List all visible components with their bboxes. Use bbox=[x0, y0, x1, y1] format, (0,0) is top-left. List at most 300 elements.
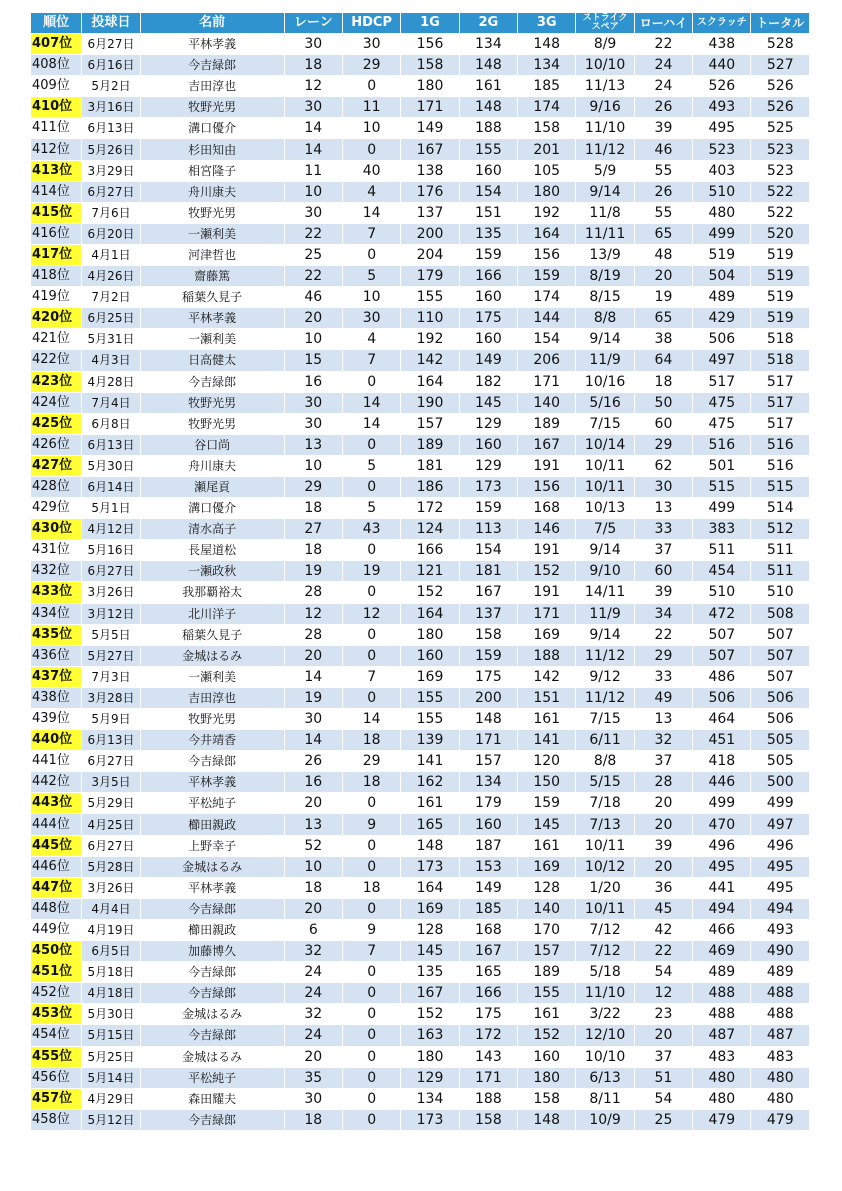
game1-cell: 156 bbox=[401, 34, 459, 55]
name-cell: 一瀬利美 bbox=[140, 329, 284, 350]
scratch-cell: 486 bbox=[693, 666, 751, 687]
rank-cell: 412位 bbox=[31, 139, 82, 160]
hdcp-cell: 0 bbox=[342, 1025, 400, 1046]
game3-cell: 180 bbox=[518, 1067, 576, 1088]
date-cell: 6月5日 bbox=[82, 941, 140, 962]
hdcp-cell: 30 bbox=[342, 308, 400, 329]
col-spare-label: スペア bbox=[591, 22, 619, 32]
scratch-cell: 495 bbox=[693, 118, 751, 139]
hdcp-cell: 5 bbox=[342, 455, 400, 476]
name-cell: 吉田淳也 bbox=[140, 687, 284, 708]
game2-cell: 200 bbox=[459, 687, 517, 708]
game2-cell: 153 bbox=[459, 856, 517, 877]
date-cell: 4月3日 bbox=[82, 350, 140, 371]
table-row bbox=[31, 223, 810, 244]
rank-cell: 430位 bbox=[31, 519, 82, 540]
lane-cell: 10 bbox=[284, 856, 342, 877]
game1-cell: 134 bbox=[401, 1088, 459, 1109]
date-cell: 5月16日 bbox=[82, 540, 140, 561]
name-cell: 日高健太 bbox=[140, 350, 284, 371]
game1-cell: 139 bbox=[401, 730, 459, 751]
name-cell: 今吉緑郎 bbox=[140, 55, 284, 76]
game1-cell: 189 bbox=[401, 434, 459, 455]
name-cell: 長屋道松 bbox=[140, 540, 284, 561]
date-cell: 3月12日 bbox=[82, 603, 140, 624]
lane-cell: 16 bbox=[284, 772, 342, 793]
table-row bbox=[31, 455, 810, 476]
total-cell: 519 bbox=[751, 287, 810, 308]
name-cell: 金城はるみ bbox=[140, 856, 284, 877]
total-cell: 515 bbox=[751, 476, 810, 497]
col-lowhigh: ローハイ bbox=[634, 13, 692, 34]
date-cell: 4月25日 bbox=[82, 814, 140, 835]
name-cell: 齋藤篤 bbox=[140, 266, 284, 287]
date-cell: 5月30日 bbox=[82, 1004, 140, 1025]
date-cell: 4月26日 bbox=[82, 266, 140, 287]
total-cell: 519 bbox=[751, 244, 810, 265]
lane-cell: 18 bbox=[284, 877, 342, 898]
col-1g: 1G bbox=[401, 13, 459, 34]
lowhigh-cell: 29 bbox=[634, 434, 692, 455]
game1-cell: 164 bbox=[401, 603, 459, 624]
lowhigh-cell: 60 bbox=[634, 561, 692, 582]
table-row bbox=[31, 645, 810, 666]
rank-cell: 425位 bbox=[31, 413, 82, 434]
game2-cell: 188 bbox=[459, 1088, 517, 1109]
date-cell: 6月8日 bbox=[82, 413, 140, 434]
lane-cell: 20 bbox=[284, 793, 342, 814]
rank-cell: 452位 bbox=[31, 983, 82, 1004]
hdcp-cell: 0 bbox=[342, 540, 400, 561]
lane-cell: 52 bbox=[284, 835, 342, 856]
rank-cell: 410位 bbox=[31, 97, 82, 118]
name-cell: 一瀬利美 bbox=[140, 223, 284, 244]
lowhigh-cell: 25 bbox=[634, 1109, 692, 1130]
game3-cell: 146 bbox=[518, 519, 576, 540]
strike-spare-cell: 10/11 bbox=[576, 835, 634, 856]
table-row bbox=[31, 181, 810, 202]
lane-cell: 16 bbox=[284, 371, 342, 392]
rank-cell: 417位 bbox=[31, 244, 82, 265]
hdcp-cell: 0 bbox=[342, 835, 400, 856]
scratch-cell: 510 bbox=[693, 582, 751, 603]
lowhigh-cell: 45 bbox=[634, 898, 692, 919]
lane-cell: 32 bbox=[284, 1004, 342, 1025]
lane-cell: 30 bbox=[284, 34, 342, 55]
table-row bbox=[31, 287, 810, 308]
table-row bbox=[31, 709, 810, 730]
table-row bbox=[31, 139, 810, 160]
lowhigh-cell: 37 bbox=[634, 751, 692, 772]
date-cell: 6月27日 bbox=[82, 561, 140, 582]
rank-cell: 427位 bbox=[31, 455, 82, 476]
game1-cell: 161 bbox=[401, 793, 459, 814]
game1-cell: 135 bbox=[401, 962, 459, 983]
name-cell: 今吉緑郎 bbox=[140, 1109, 284, 1130]
game1-cell: 181 bbox=[401, 455, 459, 476]
total-cell: 483 bbox=[751, 1046, 810, 1067]
lowhigh-cell: 20 bbox=[634, 1025, 692, 1046]
game1-cell: 138 bbox=[401, 160, 459, 181]
table-row bbox=[31, 687, 810, 708]
strike-spare-cell: 11/12 bbox=[576, 139, 634, 160]
strike-spare-cell: 8/11 bbox=[576, 1088, 634, 1109]
lane-cell: 30 bbox=[284, 1088, 342, 1109]
name-cell: 牧野光男 bbox=[140, 413, 284, 434]
table-row bbox=[31, 371, 810, 392]
lowhigh-cell: 65 bbox=[634, 308, 692, 329]
hdcp-cell: 0 bbox=[342, 856, 400, 877]
total-cell: 517 bbox=[751, 413, 810, 434]
date-cell: 6月27日 bbox=[82, 181, 140, 202]
strike-spare-cell: 10/10 bbox=[576, 55, 634, 76]
game3-cell: 105 bbox=[518, 160, 576, 181]
rank-cell: 426位 bbox=[31, 434, 82, 455]
date-cell: 7月6日 bbox=[82, 202, 140, 223]
game2-cell: 151 bbox=[459, 202, 517, 223]
scratch-cell: 517 bbox=[693, 371, 751, 392]
game1-cell: 121 bbox=[401, 561, 459, 582]
strike-spare-cell: 11/8 bbox=[576, 202, 634, 223]
hdcp-cell: 14 bbox=[342, 202, 400, 223]
name-cell: 牧野光男 bbox=[140, 97, 284, 118]
strike-spare-cell: 8/9 bbox=[576, 34, 634, 55]
hdcp-cell: 0 bbox=[342, 898, 400, 919]
scratch-cell: 418 bbox=[693, 751, 751, 772]
table-row bbox=[31, 877, 810, 898]
strike-spare-cell: 9/12 bbox=[576, 666, 634, 687]
game3-cell: 148 bbox=[518, 1109, 576, 1130]
lane-cell: 6 bbox=[284, 919, 342, 940]
scratch-cell: 480 bbox=[693, 1067, 751, 1088]
game2-cell: 148 bbox=[459, 709, 517, 730]
strike-spare-cell: 5/16 bbox=[576, 392, 634, 413]
game2-cell: 188 bbox=[459, 118, 517, 139]
game2-cell: 175 bbox=[459, 666, 517, 687]
game3-cell: 206 bbox=[518, 350, 576, 371]
table-row bbox=[31, 730, 810, 751]
strike-spare-cell: 9/14 bbox=[576, 329, 634, 350]
game3-cell: 201 bbox=[518, 139, 576, 160]
scratch-cell: 506 bbox=[693, 329, 751, 350]
date-cell: 6月13日 bbox=[82, 434, 140, 455]
game3-cell: 151 bbox=[518, 687, 576, 708]
game2-cell: 160 bbox=[459, 329, 517, 350]
lowhigh-cell: 13 bbox=[634, 709, 692, 730]
strike-spare-cell: 11/10 bbox=[576, 118, 634, 139]
date-cell: 4月19日 bbox=[82, 919, 140, 940]
game2-cell: 161 bbox=[459, 76, 517, 97]
scratch-cell: 475 bbox=[693, 413, 751, 434]
total-cell: 514 bbox=[751, 498, 810, 519]
game3-cell: 140 bbox=[518, 898, 576, 919]
game1-cell: 145 bbox=[401, 941, 459, 962]
total-cell: 488 bbox=[751, 983, 810, 1004]
game1-cell: 142 bbox=[401, 350, 459, 371]
total-cell: 496 bbox=[751, 835, 810, 856]
name-cell: 瀬尾貢 bbox=[140, 476, 284, 497]
strike-spare-cell: 10/9 bbox=[576, 1109, 634, 1130]
game1-cell: 179 bbox=[401, 266, 459, 287]
game2-cell: 134 bbox=[459, 34, 517, 55]
table-row bbox=[31, 476, 810, 497]
date-cell: 6月27日 bbox=[82, 34, 140, 55]
lowhigh-cell: 30 bbox=[634, 476, 692, 497]
game3-cell: 189 bbox=[518, 962, 576, 983]
date-cell: 5月5日 bbox=[82, 624, 140, 645]
strike-spare-cell: 7/5 bbox=[576, 519, 634, 540]
name-cell: 清水高子 bbox=[140, 519, 284, 540]
game2-cell: 158 bbox=[459, 1109, 517, 1130]
total-cell: 510 bbox=[751, 582, 810, 603]
table-row bbox=[31, 941, 810, 962]
strike-spare-cell: 8/19 bbox=[576, 266, 634, 287]
total-cell: 489 bbox=[751, 962, 810, 983]
table-row bbox=[31, 118, 810, 139]
game1-cell: 157 bbox=[401, 413, 459, 434]
lane-cell: 15 bbox=[284, 350, 342, 371]
scratch-cell: 515 bbox=[693, 476, 751, 497]
strike-spare-cell: 9/14 bbox=[576, 181, 634, 202]
game1-cell: 141 bbox=[401, 751, 459, 772]
lowhigh-cell: 18 bbox=[634, 371, 692, 392]
lowhigh-cell: 22 bbox=[634, 941, 692, 962]
date-cell: 5月31日 bbox=[82, 329, 140, 350]
rank-cell: 440位 bbox=[31, 730, 82, 751]
game2-cell: 137 bbox=[459, 603, 517, 624]
total-cell: 519 bbox=[751, 266, 810, 287]
game1-cell: 171 bbox=[401, 97, 459, 118]
lane-cell: 30 bbox=[284, 202, 342, 223]
lowhigh-cell: 42 bbox=[634, 919, 692, 940]
game3-cell: 158 bbox=[518, 118, 576, 139]
table-row bbox=[31, 1004, 810, 1025]
total-cell: 495 bbox=[751, 877, 810, 898]
hdcp-cell: 9 bbox=[342, 814, 400, 835]
rank-cell: 449位 bbox=[31, 919, 82, 940]
header-row bbox=[31, 13, 810, 34]
rank-cell: 457位 bbox=[31, 1088, 82, 1109]
strike-spare-cell: 3/22 bbox=[576, 1004, 634, 1025]
scratch-cell: 507 bbox=[693, 624, 751, 645]
lowhigh-cell: 54 bbox=[634, 1088, 692, 1109]
scratch-cell: 383 bbox=[693, 519, 751, 540]
table-row bbox=[31, 582, 810, 603]
strike-spare-cell: 10/11 bbox=[576, 476, 634, 497]
total-cell: 506 bbox=[751, 709, 810, 730]
date-cell: 7月4日 bbox=[82, 392, 140, 413]
scratch-cell: 511 bbox=[693, 540, 751, 561]
strike-spare-cell: 5/15 bbox=[576, 772, 634, 793]
table-body bbox=[31, 34, 810, 1131]
game3-cell: 158 bbox=[518, 1088, 576, 1109]
rank-cell: 407位 bbox=[31, 34, 82, 55]
lane-cell: 18 bbox=[284, 55, 342, 76]
game1-cell: 155 bbox=[401, 687, 459, 708]
rank-cell: 432位 bbox=[31, 561, 82, 582]
game1-cell: 124 bbox=[401, 519, 459, 540]
game2-cell: 171 bbox=[459, 1067, 517, 1088]
lane-cell: 20 bbox=[284, 1046, 342, 1067]
scratch-cell: 495 bbox=[693, 856, 751, 877]
total-cell: 479 bbox=[751, 1109, 810, 1130]
game1-cell: 164 bbox=[401, 371, 459, 392]
scratch-cell: 472 bbox=[693, 603, 751, 624]
game2-cell: 145 bbox=[459, 392, 517, 413]
strike-spare-cell: 11/13 bbox=[576, 76, 634, 97]
game1-cell: 173 bbox=[401, 1109, 459, 1130]
rank-cell: 443位 bbox=[31, 793, 82, 814]
col-name: 名前 bbox=[140, 13, 284, 34]
table-row bbox=[31, 160, 810, 181]
table-row bbox=[31, 519, 810, 540]
hdcp-cell: 0 bbox=[342, 76, 400, 97]
scratch-cell: 429 bbox=[693, 308, 751, 329]
strike-spare-cell: 10/12 bbox=[576, 856, 634, 877]
total-cell: 526 bbox=[751, 76, 810, 97]
total-cell: 528 bbox=[751, 34, 810, 55]
game2-cell: 160 bbox=[459, 434, 517, 455]
hdcp-cell: 0 bbox=[342, 1109, 400, 1130]
date-cell: 5月30日 bbox=[82, 455, 140, 476]
total-cell: 480 bbox=[751, 1067, 810, 1088]
lane-cell: 30 bbox=[284, 413, 342, 434]
col-scratch: スクラッチ bbox=[693, 13, 751, 34]
name-cell: 加藤博久 bbox=[140, 941, 284, 962]
lane-cell: 14 bbox=[284, 730, 342, 751]
table-row bbox=[31, 983, 810, 1004]
lane-cell: 46 bbox=[284, 287, 342, 308]
hdcp-cell: 7 bbox=[342, 941, 400, 962]
scratch-cell: 488 bbox=[693, 1004, 751, 1025]
lane-cell: 14 bbox=[284, 139, 342, 160]
game1-cell: 155 bbox=[401, 287, 459, 308]
hdcp-cell: 5 bbox=[342, 266, 400, 287]
game3-cell: 152 bbox=[518, 1025, 576, 1046]
total-cell: 490 bbox=[751, 941, 810, 962]
lane-cell: 24 bbox=[284, 1025, 342, 1046]
strike-spare-cell: 7/12 bbox=[576, 941, 634, 962]
total-cell: 494 bbox=[751, 898, 810, 919]
game2-cell: 154 bbox=[459, 540, 517, 561]
name-cell: 今吉緑郎 bbox=[140, 898, 284, 919]
scratch-cell: 480 bbox=[693, 202, 751, 223]
total-cell: 516 bbox=[751, 455, 810, 476]
game2-cell: 159 bbox=[459, 645, 517, 666]
game2-cell: 160 bbox=[459, 287, 517, 308]
date-cell: 5月15日 bbox=[82, 1025, 140, 1046]
strike-spare-cell: 13/9 bbox=[576, 244, 634, 265]
lane-cell: 35 bbox=[284, 1067, 342, 1088]
lowhigh-cell: 49 bbox=[634, 687, 692, 708]
rank-cell: 455位 bbox=[31, 1046, 82, 1067]
scratch-cell: 506 bbox=[693, 687, 751, 708]
game2-cell: 157 bbox=[459, 751, 517, 772]
name-cell: 平林孝義 bbox=[140, 308, 284, 329]
lowhigh-cell: 62 bbox=[634, 455, 692, 476]
lane-cell: 28 bbox=[284, 582, 342, 603]
lowhigh-cell: 12 bbox=[634, 983, 692, 1004]
total-cell: 507 bbox=[751, 666, 810, 687]
game3-cell: 191 bbox=[518, 582, 576, 603]
name-cell: 平林孝義 bbox=[140, 877, 284, 898]
game1-cell: 155 bbox=[401, 709, 459, 730]
scratch-cell: 454 bbox=[693, 561, 751, 582]
strike-spare-cell: 9/16 bbox=[576, 97, 634, 118]
rank-cell: 416位 bbox=[31, 223, 82, 244]
game3-cell: 160 bbox=[518, 1046, 576, 1067]
date-cell: 5月25日 bbox=[82, 1046, 140, 1067]
date-cell: 7月2日 bbox=[82, 287, 140, 308]
game2-cell: 187 bbox=[459, 835, 517, 856]
game3-cell: 185 bbox=[518, 76, 576, 97]
rank-cell: 411位 bbox=[31, 118, 82, 139]
lowhigh-cell: 33 bbox=[634, 666, 692, 687]
strike-spare-cell: 5/18 bbox=[576, 962, 634, 983]
table-row bbox=[31, 793, 810, 814]
scratch-cell: 464 bbox=[693, 709, 751, 730]
strike-spare-cell: 11/12 bbox=[576, 645, 634, 666]
game2-cell: 175 bbox=[459, 308, 517, 329]
hdcp-cell: 43 bbox=[342, 519, 400, 540]
scratch-cell: 480 bbox=[693, 1088, 751, 1109]
rank-cell: 435位 bbox=[31, 624, 82, 645]
table-row bbox=[31, 434, 810, 455]
game2-cell: 129 bbox=[459, 455, 517, 476]
lane-cell: 18 bbox=[284, 498, 342, 519]
rank-cell: 447位 bbox=[31, 877, 82, 898]
name-cell: 櫛田親政 bbox=[140, 814, 284, 835]
lowhigh-cell: 20 bbox=[634, 814, 692, 835]
lowhigh-cell: 26 bbox=[634, 181, 692, 202]
col-lane: レーン bbox=[284, 13, 342, 34]
strike-spare-cell: 8/15 bbox=[576, 287, 634, 308]
col-strike-label: ストライク bbox=[582, 13, 628, 23]
name-cell: 平松純子 bbox=[140, 1067, 284, 1088]
game1-cell: 163 bbox=[401, 1025, 459, 1046]
total-cell: 522 bbox=[751, 202, 810, 223]
scratch-cell: 489 bbox=[693, 287, 751, 308]
total-cell: 512 bbox=[751, 519, 810, 540]
strike-spare-cell: 10/11 bbox=[576, 455, 634, 476]
game1-cell: 166 bbox=[401, 540, 459, 561]
game1-cell: 110 bbox=[401, 308, 459, 329]
date-cell: 5月12日 bbox=[82, 1109, 140, 1130]
game2-cell: 165 bbox=[459, 962, 517, 983]
rank-cell: 445位 bbox=[31, 835, 82, 856]
scratch-cell: 499 bbox=[693, 223, 751, 244]
hdcp-cell: 0 bbox=[342, 1067, 400, 1088]
strike-spare-cell: 10/14 bbox=[576, 434, 634, 455]
name-cell: 北川洋子 bbox=[140, 603, 284, 624]
total-cell: 505 bbox=[751, 751, 810, 772]
name-cell: 吉田淳也 bbox=[140, 76, 284, 97]
game3-cell: 159 bbox=[518, 266, 576, 287]
hdcp-cell: 18 bbox=[342, 772, 400, 793]
rank-cell: 415位 bbox=[31, 202, 82, 223]
game1-cell: 176 bbox=[401, 181, 459, 202]
scratch-cell: 501 bbox=[693, 455, 751, 476]
strike-spare-cell: 10/10 bbox=[576, 1046, 634, 1067]
hdcp-cell: 7 bbox=[342, 666, 400, 687]
date-cell: 5月9日 bbox=[82, 709, 140, 730]
col-hdcp: HDCP bbox=[342, 13, 400, 34]
scratch-cell: 470 bbox=[693, 814, 751, 835]
total-cell: 517 bbox=[751, 371, 810, 392]
game2-cell: 155 bbox=[459, 139, 517, 160]
table-row bbox=[31, 898, 810, 919]
game2-cell: 168 bbox=[459, 919, 517, 940]
